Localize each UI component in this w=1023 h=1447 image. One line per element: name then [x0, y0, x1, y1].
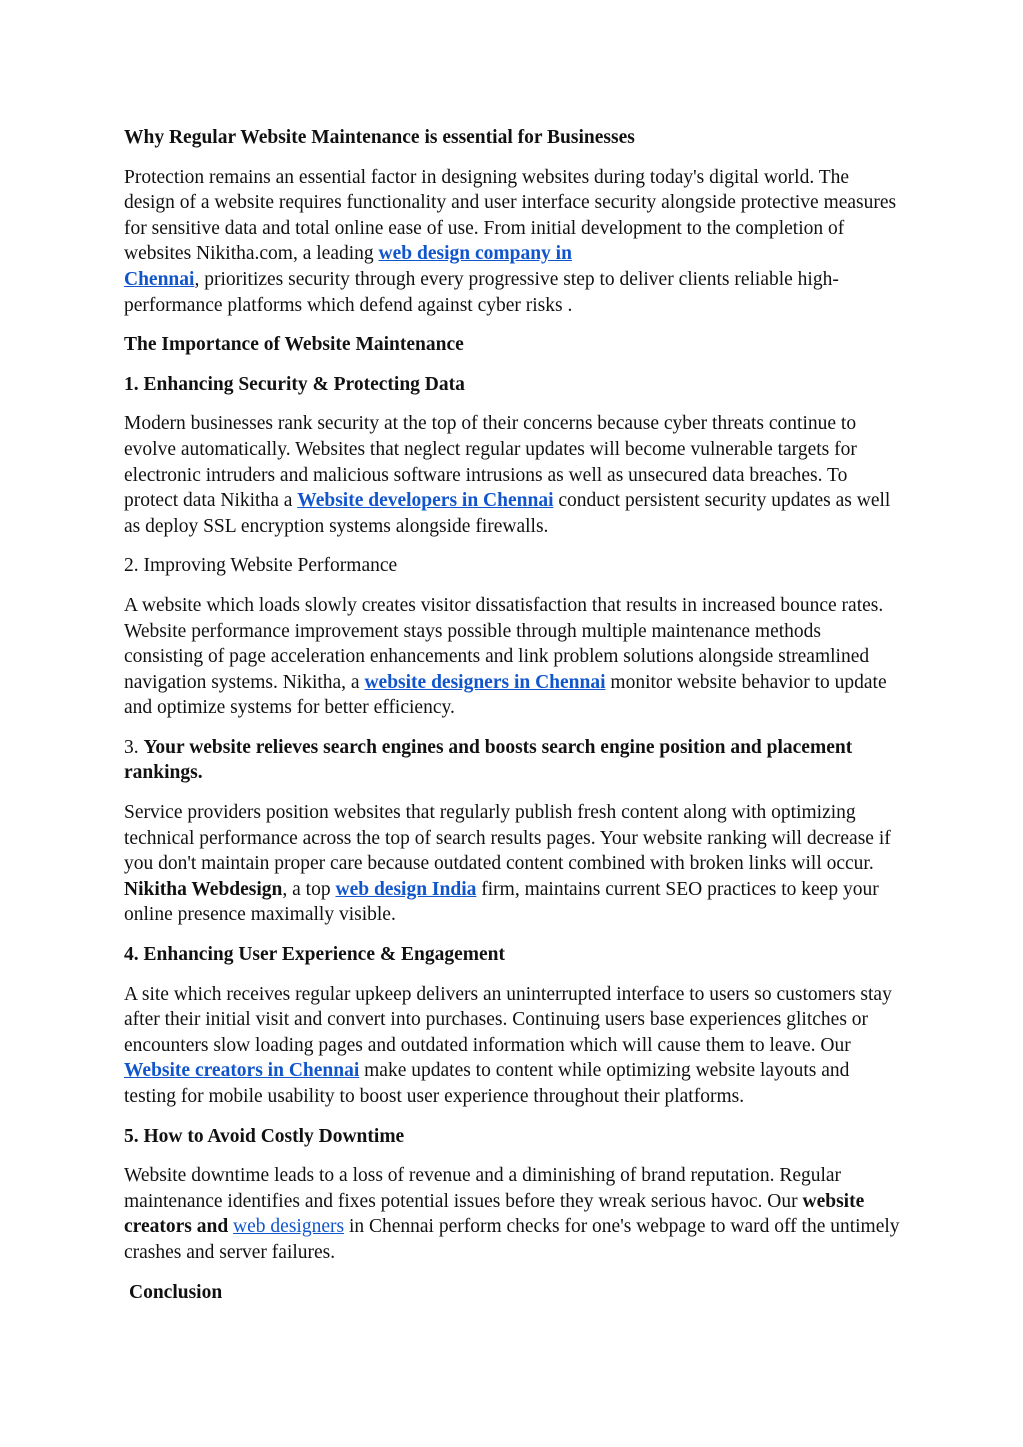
intro-paragraph — [124, 165, 904, 319]
section-1-paragraph — [124, 411, 904, 539]
web-designers-link[interactable]: web designers — [233, 1216, 345, 1238]
website-creators-link[interactable]: Website creators in Chennai — [124, 1060, 360, 1082]
section-2-text-1: A website which loads slowly creates visitor dissatisfaction that results in increased bounce rates. Website performance improvement stays possible through multiple maintenance methods consisting of page acceleration enhancements and link problem solutions alongside streamlined navigation systems. Nikitha, a — [124, 594, 884, 693]
section-3-text-1: Service providers position websites that regularly publish fresh content along with optimizing technical performance across the top of search results pages. Your website ranking will decrease if you don't maintain proper care because outdated content combined with broken links will occur. — [124, 802, 891, 875]
intro-text-2: , prioritizes security through every progressive step to deliver clients reliable high-performance platforms which defend against cyber risks . — [124, 268, 839, 316]
section-5-text-1: Website downtime leads to a loss of revenue and a diminishing of brand reputation. Regular maintenance identifies and fixes potential issues before they wreak serious havoc. Our — [124, 1165, 842, 1212]
section-1-text-2: conduct persistent security updates as well as deploy SSL encryption systems alongside firewalls. — [124, 490, 891, 537]
website-creators-bold: website creators and — [124, 1190, 865, 1238]
section-5-text-3: in Chennai perform checks for one's webpage to ward off the untimely crashes and server failures. — [124, 1216, 900, 1263]
section-3-heading-text: Your website relieves search engines and boosts search engine position and placement rankings. — [124, 736, 853, 784]
section-1-heading: 1. Enhancing Security & Protecting Data — [124, 373, 465, 395]
section-1-text-1: Modern businesses rank security at the top of their concerns because cyber threats continue to evolve automatically. Websites that neglect regular updates will become vulnerable targets for electronic intruders and malicious software intrusions as well as unsecured data breaches. To protect data Nikitha a — [124, 413, 857, 512]
web-design-india-link[interactable]: web design India — [335, 878, 477, 900]
section-3-text-3: firm, maintains current SEO practices to keep your online presence maximally visible. — [124, 878, 879, 926]
section-2-heading: 2. Improving Website Performance — [124, 555, 398, 577]
section-3-paragraph — [124, 800, 904, 928]
web-design-company-link-part2[interactable]: Chennai — [124, 268, 195, 290]
document-title: Why Regular Website Maintenance is essential for Businesses — [124, 127, 635, 148]
section-2-paragraph — [124, 593, 904, 721]
website-designers-link[interactable]: website designers in Chennai — [364, 671, 606, 693]
nikitha-webdesign-bold: Nikitha Webdesign — [124, 878, 283, 900]
section-5-paragraph — [124, 1163, 904, 1265]
intro-text-1: Protection remains an essential factor in designing websites during today's digital world. The design of a website requires functionality and user interface security alongside protective measures for sensitive data and total online ease of use. From initial development to the completion of websites Nikitha.com, a leading — [124, 166, 897, 265]
importance-heading: The Importance of Website Maintenance — [124, 334, 464, 356]
section-3-heading — [124, 735, 904, 786]
section-4-heading: 4. Enhancing User Experience & Engagement — [124, 944, 505, 966]
section-3-number: 3. — [124, 736, 144, 758]
conclusion-heading: Conclusion — [129, 1281, 223, 1303]
document-body — [124, 120, 904, 1319]
web-design-company-link-part1[interactable]: web design company in — [378, 243, 572, 265]
section-5-heading: 5. How to Avoid Costly Downtime — [124, 1125, 405, 1147]
section-4-text-1: A site which receives regular upkeep delivers an uninterrupted interface to users so customers stay after their initial visit and convert into purchases. Continuing users base experiences glitches or encounters slow loading pages and outdated information which will cause them to leave. Our — [124, 983, 892, 1056]
section-2-text-2: monitor website behavior to update and optimize systems for better efficiency. — [124, 671, 887, 719]
section-3-text-2: , a top — [282, 878, 336, 900]
website-developers-link[interactable]: Website developers in Chennai — [297, 490, 554, 512]
section-4-paragraph — [124, 982, 904, 1110]
section-4-text-2: make updates to content while optimizing website layouts and testing for mobile usability to boost user experience throughout their platforms. — [124, 1060, 850, 1107]
